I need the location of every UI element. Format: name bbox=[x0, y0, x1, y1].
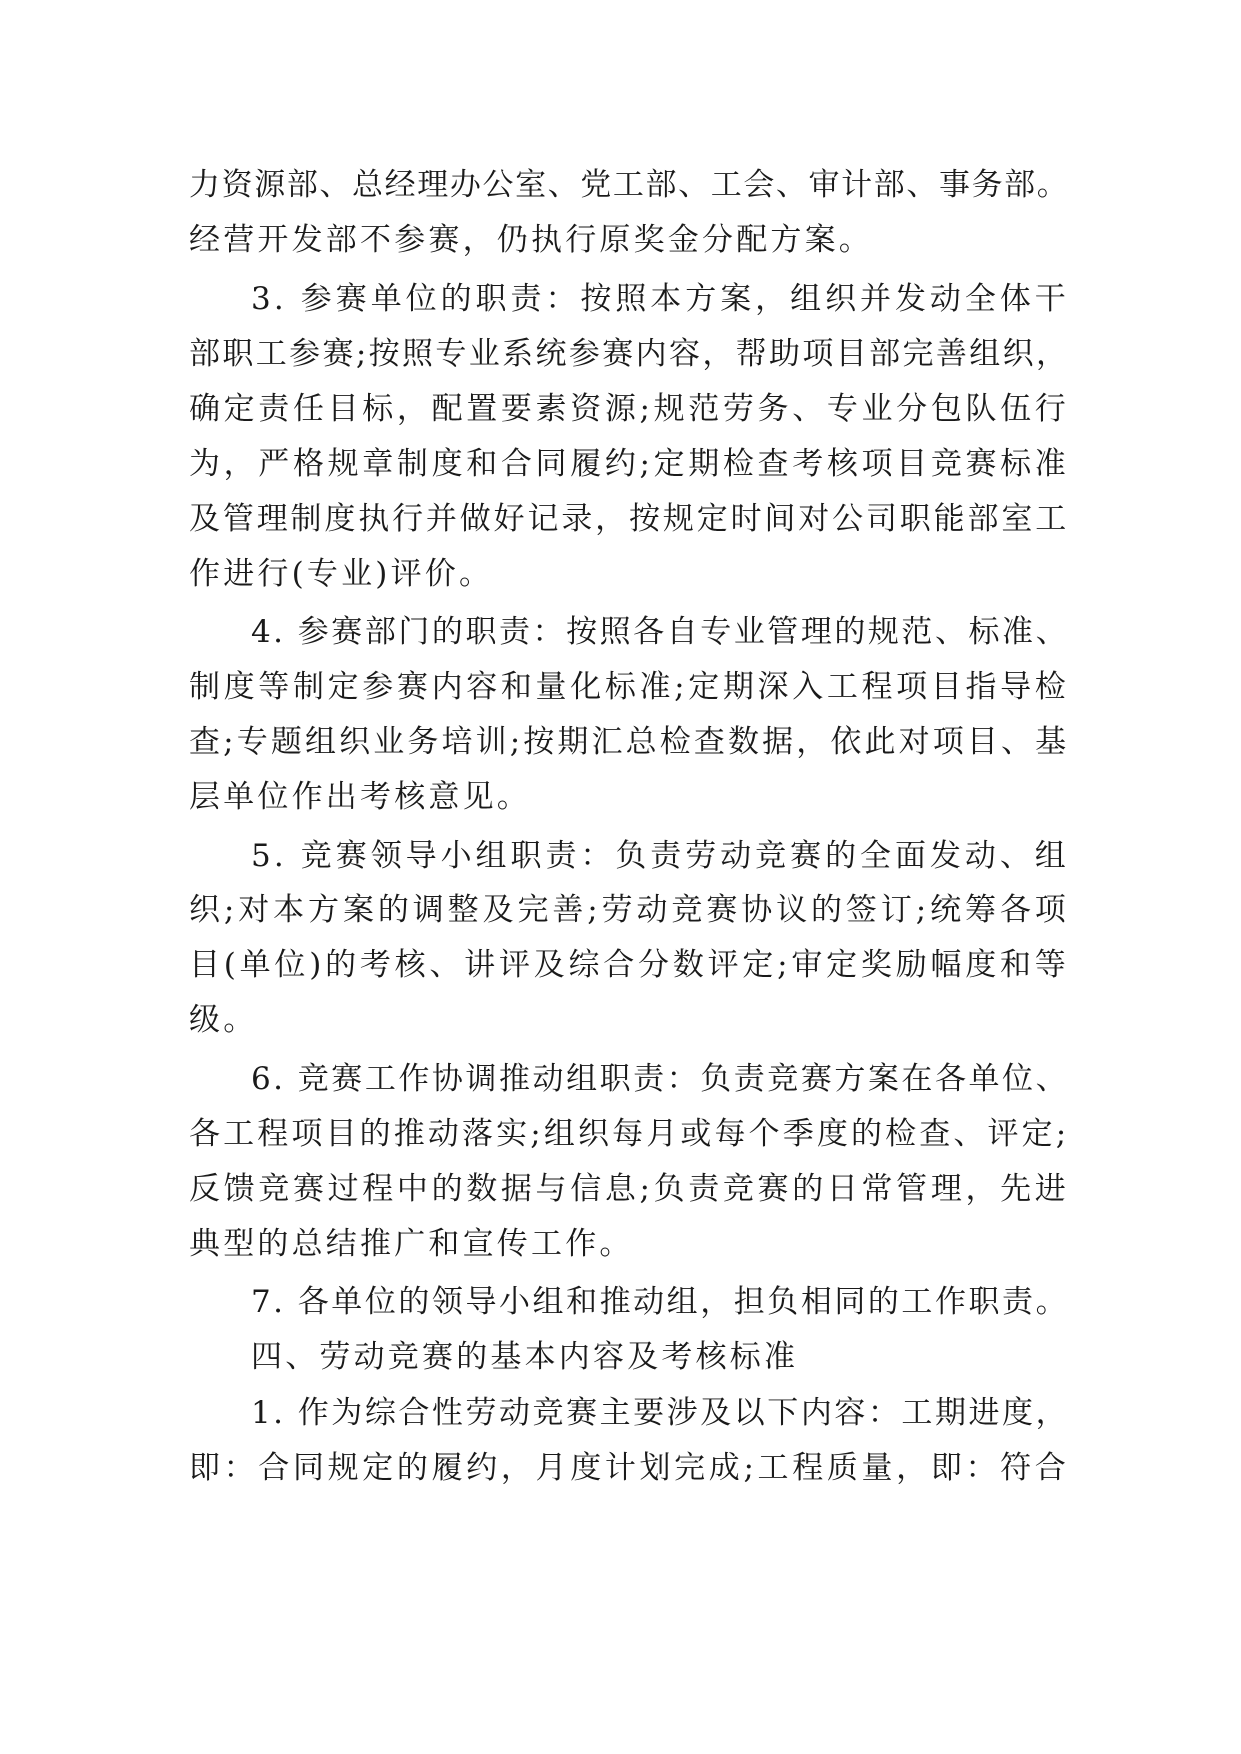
text-line-2: 经营开发部不参赛，仍执行原奖金分配方案。 bbox=[189, 222, 873, 258]
text-line-16: 级。 bbox=[189, 1002, 258, 1038]
text-line-3: 3. 参赛单位的职责：按照本方案，组织并发动全体干 bbox=[251, 281, 1069, 317]
text-line-10: 制度等制定参赛内容和量化标准;定期深入工程项目指导检 bbox=[189, 669, 1069, 705]
section-heading: 四、劳动竞赛的基本内容及考核标准 bbox=[251, 1339, 799, 1375]
text-line-13: 5. 竞赛领导小组职责：负责劳动竞赛的全面发动、组 bbox=[251, 838, 1069, 874]
text-line-12: 层单位作出考核意见。 bbox=[189, 779, 531, 815]
text-line-5: 确定责任目标，配置要素资源;规范劳务、专业分包队伍行 bbox=[189, 391, 1069, 427]
text-line-4: 部职工参赛;按照专业系统参赛内容，帮助项目部完善组织， bbox=[189, 336, 1069, 372]
text-line-20: 典型的总结推广和宣传工作。 bbox=[189, 1226, 634, 1262]
text-line-19: 反馈竞赛过程中的数据与信息;负责竞赛的日常管理，先进 bbox=[189, 1171, 1069, 1207]
text-line-9: 4. 参赛部门的职责：按照各自专业管理的规范、标准、 bbox=[251, 614, 1069, 650]
text-line-7: 及管理制度执行并做好记录，按规定时间对公司职能部室工 bbox=[189, 501, 1069, 537]
text-line-21: 7. 各单位的领导小组和推动组，担负相同的工作职责。 bbox=[251, 1284, 1069, 1320]
text-line-24: 即：合同规定的履约，月度计划完成;工程质量，即：符合 bbox=[189, 1450, 1069, 1486]
text-line-23: 1. 作为综合性劳动竞赛主要涉及以下内容：工期进度， bbox=[251, 1395, 1069, 1431]
text-line-17: 6. 竞赛工作协调推动组职责：负责竞赛方案在各单位、 bbox=[251, 1061, 1069, 1097]
text-line-18: 各工程项目的推动落实;组织每月或每个季度的检查、评定; bbox=[189, 1116, 1069, 1152]
text-line-14: 织;对本方案的调整及完善;劳动竞赛协议的签订;统筹各项 bbox=[189, 892, 1069, 928]
text-line-6: 为，严格规章制度和合同履约;定期检查考核项目竞赛标准 bbox=[189, 446, 1069, 482]
text-line-1: 力资源部、总经理办公室、党工部、工会、审计部、事务部。 bbox=[189, 167, 1069, 203]
text-line-11: 查;专题组织业务培训;按期汇总检查数据，依此对项目、基 bbox=[189, 724, 1069, 760]
text-line-15: 目(单位)的考核、讲评及综合分数评定;审定奖励幅度和等 bbox=[189, 947, 1069, 983]
text-line-8: 作进行(专业)评价。 bbox=[189, 556, 494, 592]
